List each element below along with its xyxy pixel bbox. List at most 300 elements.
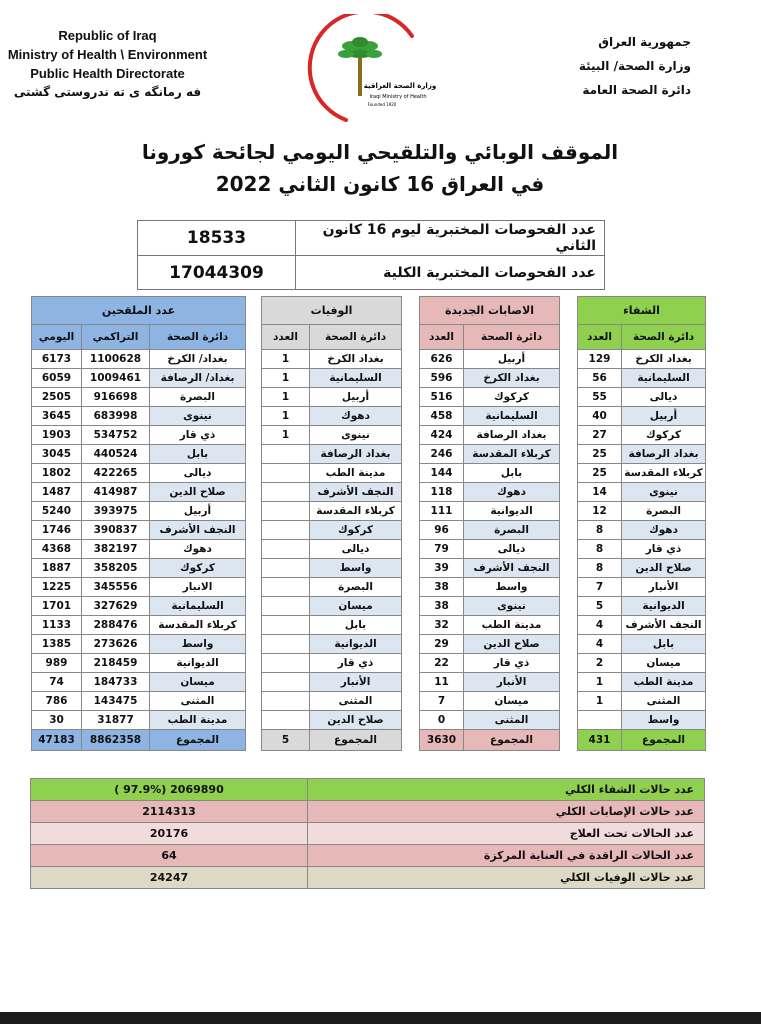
table-row xyxy=(32,521,706,540)
summary-row xyxy=(31,823,705,845)
table-row xyxy=(32,559,706,578)
vac-cumulative-cell: 534752 xyxy=(82,426,150,445)
gap-cell xyxy=(246,445,262,464)
vac-cumulative-cell: 288476 xyxy=(82,616,150,635)
case-dept-cell: أربيل xyxy=(464,350,560,369)
rec-dept-cell: مدينة الطب xyxy=(622,673,706,692)
gap-cell xyxy=(402,616,420,635)
death-count-cell xyxy=(262,464,310,483)
total-recovered: 431 xyxy=(578,730,622,751)
total-recovered-label: المجموع xyxy=(622,730,706,751)
gap-cell xyxy=(560,730,578,751)
death-dept-cell: بغداد الرصافة xyxy=(310,445,402,464)
rec-dept-cell: النجف الأشرف xyxy=(622,616,706,635)
group-deaths: الوفيات xyxy=(262,297,402,325)
summary-table xyxy=(30,778,705,889)
header-ar-line-1: جمهورية العراق xyxy=(598,35,691,49)
case-dept-cell: ميسان xyxy=(464,692,560,711)
summary-row xyxy=(31,779,705,801)
group-header-row xyxy=(32,297,706,325)
rec-count-cell: 1 xyxy=(578,692,622,711)
gap-cell xyxy=(560,502,578,521)
table-row xyxy=(32,445,706,464)
table-row xyxy=(32,692,706,711)
rec-dept-cell: ميسان xyxy=(622,654,706,673)
rec-count-cell: 12 xyxy=(578,502,622,521)
case-dept-cell: كربلاء المقدسة xyxy=(464,445,560,464)
rec-count-cell: 4 xyxy=(578,635,622,654)
case-dept-cell: واسط xyxy=(464,578,560,597)
total-vac-cumulative: 8862358 xyxy=(82,730,150,751)
death-count-cell xyxy=(262,673,310,692)
death-dept-cell: كركوك xyxy=(310,521,402,540)
gap-cell xyxy=(246,521,262,540)
rec-count-cell: 40 xyxy=(578,407,622,426)
case-count-cell: 144 xyxy=(420,464,464,483)
death-count-cell xyxy=(262,692,310,711)
death-count-cell xyxy=(262,521,310,540)
case-dept-cell: النجف الأشرف xyxy=(464,559,560,578)
table-row xyxy=(32,350,706,369)
vac-cumulative-cell: 414987 xyxy=(82,483,150,502)
logo-text-ar: وزارة الصحة العراقية xyxy=(363,82,437,90)
gap-cell xyxy=(246,483,262,502)
summary-row xyxy=(31,845,705,867)
gap-cell xyxy=(246,350,262,369)
death-count-cell xyxy=(262,559,310,578)
gap-cell xyxy=(246,692,262,711)
gap-cell xyxy=(560,483,578,502)
gap-cell xyxy=(560,673,578,692)
death-dept-cell: ميسان xyxy=(310,597,402,616)
death-dept-cell: مدينة الطب xyxy=(310,464,402,483)
death-dept-cell: ديالى xyxy=(310,540,402,559)
vac-dept-cell: ديالى xyxy=(150,464,246,483)
header-ar-line-3: دائرة الصحة العامة xyxy=(582,83,691,97)
summary-label: عدد حالات الإصابات الكلي xyxy=(308,801,705,823)
vac-daily-cell: 1487 xyxy=(32,483,82,502)
gap-cell xyxy=(402,445,420,464)
vac-cumulative-cell: 327629 xyxy=(82,597,150,616)
vac-cumulative-cell: 143475 xyxy=(82,692,150,711)
death-count-cell xyxy=(262,616,310,635)
header-en-line-1: Republic of Iraq xyxy=(58,28,157,43)
death-count-cell xyxy=(262,635,310,654)
total-tests-label: عدد الفحوصات المختبرية الكلية xyxy=(296,256,605,290)
death-dept-cell: أربيل xyxy=(310,388,402,407)
vac-dept-cell: بغداد/ الكرخ xyxy=(150,350,246,369)
rec-dept-cell: صلاح الدين xyxy=(622,559,706,578)
death-dept-cell: صلاح الدين xyxy=(310,711,402,730)
gap-cell xyxy=(560,445,578,464)
gap-cell xyxy=(246,654,262,673)
summary-label: عدد الحالات تحت العلاج xyxy=(308,823,705,845)
daily-tests-label: عدد الفحوصات المختبرية ليوم 16 كانون الثاني xyxy=(296,221,605,256)
rec-dept-cell: أربيل xyxy=(622,407,706,426)
col-case-dept: دائرة الصحة xyxy=(464,325,560,350)
group-new-cases: الاصابات الجديدة xyxy=(420,297,560,325)
header-en-line-3: Public Health Directorate xyxy=(30,66,185,81)
gap-cell xyxy=(402,673,420,692)
rec-count-cell: 2 xyxy=(578,654,622,673)
vac-dept-cell: كربلاء المقدسة xyxy=(150,616,246,635)
case-count-cell: 626 xyxy=(420,350,464,369)
gap-cell xyxy=(246,325,262,350)
vac-dept-cell: بغداد/ الرصافة xyxy=(150,369,246,388)
col-case-count: العدد xyxy=(420,325,464,350)
vac-daily-cell: 1701 xyxy=(32,597,82,616)
gap-cell xyxy=(246,388,262,407)
case-dept-cell: كركوك xyxy=(464,388,560,407)
header-en-line-2: Ministry of Health \ Environment xyxy=(7,47,208,62)
gap-cell xyxy=(246,711,262,730)
vac-daily-cell: 1802 xyxy=(32,464,82,483)
vac-dept-cell: ذي قار xyxy=(150,426,246,445)
gap-cell xyxy=(560,692,578,711)
rec-dept-cell: كربلاء المقدسة xyxy=(622,464,706,483)
logo-text-en: Iraqi Ministry of Health xyxy=(369,94,427,100)
vac-dept-cell: البصرة xyxy=(150,388,246,407)
gap-cell xyxy=(560,711,578,730)
summary-row xyxy=(31,801,705,823)
rec-count-cell: 5 xyxy=(578,597,622,616)
case-dept-cell: المثنى xyxy=(464,711,560,730)
death-count-cell xyxy=(262,578,310,597)
table-row xyxy=(32,711,706,730)
rec-count-cell: 25 xyxy=(578,445,622,464)
vac-daily-cell: 6173 xyxy=(32,350,82,369)
table-row xyxy=(32,673,706,692)
death-dept-cell: الديوانية xyxy=(310,635,402,654)
vac-cumulative-cell: 393975 xyxy=(82,502,150,521)
gap-cell xyxy=(402,297,420,325)
vac-daily-cell: 5240 xyxy=(32,502,82,521)
gap-cell xyxy=(402,692,420,711)
rec-dept-cell: بغداد الكرخ xyxy=(622,350,706,369)
gap-cell xyxy=(560,464,578,483)
gap-cell xyxy=(402,730,420,751)
vac-cumulative-cell: 422265 xyxy=(82,464,150,483)
vac-daily-cell: 2505 xyxy=(32,388,82,407)
vac-daily-cell: 74 xyxy=(32,673,82,692)
death-count-cell xyxy=(262,502,310,521)
gap-cell xyxy=(560,350,578,369)
rec-dept-cell: ديالى xyxy=(622,388,706,407)
case-dept-cell: الديوانية xyxy=(464,502,560,521)
vac-cumulative-cell: 440524 xyxy=(82,445,150,464)
table-row xyxy=(32,483,706,502)
rec-count-cell: 25 xyxy=(578,464,622,483)
rec-dept-cell: بغداد الرصافة xyxy=(622,445,706,464)
gap-cell xyxy=(560,325,578,350)
gap-cell xyxy=(560,559,578,578)
case-count-cell: 96 xyxy=(420,521,464,540)
rec-dept-cell: البصرة xyxy=(622,502,706,521)
gap-cell xyxy=(246,426,262,445)
vac-daily-cell: 4368 xyxy=(32,540,82,559)
vac-daily-cell: 1887 xyxy=(32,559,82,578)
rec-dept-cell: الأنبار xyxy=(622,578,706,597)
case-dept-cell: دهوك xyxy=(464,483,560,502)
vac-cumulative-cell: 31877 xyxy=(82,711,150,730)
case-dept-cell: ديالى xyxy=(464,540,560,559)
vac-cumulative-cell: 390837 xyxy=(82,521,150,540)
col-vac-dept: دائرة الصحة xyxy=(150,325,246,350)
death-count-cell xyxy=(262,597,310,616)
rec-dept-cell: السليمانية xyxy=(622,369,706,388)
vac-dept-cell: ميسان xyxy=(150,673,246,692)
gap-cell xyxy=(246,730,262,751)
vac-dept-cell: بابل xyxy=(150,445,246,464)
death-count-cell: 1 xyxy=(262,350,310,369)
header-en-line-4: فه رمانگه ی ته ندروستی گشتی xyxy=(13,85,202,99)
table-row xyxy=(32,635,706,654)
vac-dept-cell: نينوى xyxy=(150,407,246,426)
vac-cumulative-cell: 916698 xyxy=(82,388,150,407)
gap-cell xyxy=(560,597,578,616)
vac-dept-cell: صلاح الدين xyxy=(150,483,246,502)
gap-cell xyxy=(402,502,420,521)
vac-dept-cell: واسط xyxy=(150,635,246,654)
case-count-cell: 246 xyxy=(420,445,464,464)
gap-cell xyxy=(246,635,262,654)
vac-dept-cell: مدينة الطب xyxy=(150,711,246,730)
case-dept-cell: بغداد الكرخ xyxy=(464,369,560,388)
death-count-cell xyxy=(262,540,310,559)
table-row xyxy=(32,388,706,407)
case-count-cell: 38 xyxy=(420,597,464,616)
vac-daily-cell: 6059 xyxy=(32,369,82,388)
death-count-cell: 1 xyxy=(262,407,310,426)
vac-dept-cell: كركوك xyxy=(150,559,246,578)
gap-cell xyxy=(402,654,420,673)
gap-cell xyxy=(246,616,262,635)
case-count-cell: 79 xyxy=(420,540,464,559)
gap-cell xyxy=(560,616,578,635)
header-ar-line-2: وزارة الصحة/ البيئة xyxy=(578,59,691,73)
rec-dept-cell: نينوى xyxy=(622,483,706,502)
summary-value: 24247 xyxy=(31,867,308,889)
death-count-cell xyxy=(262,711,310,730)
col-rec-dept: دائرة الصحة xyxy=(622,325,706,350)
death-dept-cell: كربلاء المقدسة xyxy=(310,502,402,521)
col-daily: اليومي xyxy=(32,325,82,350)
summary-row xyxy=(31,867,705,889)
gap-cell xyxy=(560,407,578,426)
page-title-line-1: الموقف الوبائي والتلقيحي اليومي لجائحة كورونا xyxy=(141,140,619,164)
vac-cumulative-cell: 184733 xyxy=(82,673,150,692)
rec-count-cell: 55 xyxy=(578,388,622,407)
death-count-cell xyxy=(262,483,310,502)
gap-cell xyxy=(402,540,420,559)
group-recovered: الشفاء xyxy=(578,297,706,325)
death-dept-cell: بابل xyxy=(310,616,402,635)
case-count-cell: 22 xyxy=(420,654,464,673)
case-count-cell: 118 xyxy=(420,483,464,502)
gap-cell xyxy=(560,654,578,673)
case-dept-cell: السليمانية xyxy=(464,407,560,426)
bottom-bar xyxy=(0,1012,761,1024)
rec-count-cell: 4 xyxy=(578,616,622,635)
gap-cell xyxy=(246,578,262,597)
gap-cell xyxy=(402,559,420,578)
case-dept-cell: ذي قار xyxy=(464,654,560,673)
vac-dept-cell: أربيل xyxy=(150,502,246,521)
gap-cell xyxy=(402,483,420,502)
total-vac-daily: 47183 xyxy=(32,730,82,751)
death-dept-cell: النجف الأشرف xyxy=(310,483,402,502)
totals-row xyxy=(32,730,706,751)
gap-cell xyxy=(246,407,262,426)
gap-cell xyxy=(402,407,420,426)
death-dept-cell: البصرة xyxy=(310,578,402,597)
death-dept-cell: بغداد الكرخ xyxy=(310,350,402,369)
gap-cell xyxy=(402,388,420,407)
vac-daily-cell: 1385 xyxy=(32,635,82,654)
gap-cell xyxy=(246,559,262,578)
summary-value: ( 97.9%) 2069890 xyxy=(31,779,308,801)
vac-cumulative-cell: 273626 xyxy=(82,635,150,654)
death-dept-cell: دهوك xyxy=(310,407,402,426)
rec-count-cell: 8 xyxy=(578,540,622,559)
ministry-logo xyxy=(300,14,440,130)
case-count-cell: 32 xyxy=(420,616,464,635)
case-dept-cell: بغداد الرصافة xyxy=(464,426,560,445)
death-dept-cell: المثنى xyxy=(310,692,402,711)
vac-daily-cell: 30 xyxy=(32,711,82,730)
gap-cell xyxy=(246,297,262,325)
rec-dept-cell: المثنى xyxy=(622,692,706,711)
vac-cumulative-cell: 358205 xyxy=(82,559,150,578)
death-dept-cell: الأنبار xyxy=(310,673,402,692)
table-row xyxy=(32,426,706,445)
gap-cell xyxy=(402,325,420,350)
rec-count-cell: 1 xyxy=(578,673,622,692)
gap-cell xyxy=(402,635,420,654)
page-title-line-2: في العراق 16 كانون الثاني 2022 xyxy=(215,172,545,196)
rec-dept-cell: بابل xyxy=(622,635,706,654)
column-header-row xyxy=(32,325,706,350)
vac-dept-cell: الانبار xyxy=(150,578,246,597)
case-dept-cell: صلاح الدين xyxy=(464,635,560,654)
gap-cell xyxy=(560,578,578,597)
gap-cell xyxy=(246,673,262,692)
vac-dept-cell: السليمانية xyxy=(150,597,246,616)
header-arabic xyxy=(579,30,691,102)
vac-cumulative-cell: 1100628 xyxy=(82,350,150,369)
death-count-cell xyxy=(262,445,310,464)
summary-value: 64 xyxy=(31,845,308,867)
rec-count-cell: 7 xyxy=(578,578,622,597)
table-row xyxy=(32,464,706,483)
vac-dept-cell: دهوك xyxy=(150,540,246,559)
table-row xyxy=(32,597,706,616)
death-count-cell: 1 xyxy=(262,388,310,407)
daily-tests-value: 18533 xyxy=(138,221,296,256)
gap-cell xyxy=(402,711,420,730)
rec-count-cell: 27 xyxy=(578,426,622,445)
case-count-cell: 111 xyxy=(420,502,464,521)
gap-cell xyxy=(560,540,578,559)
case-count-cell: 39 xyxy=(420,559,464,578)
vac-daily-cell: 3645 xyxy=(32,407,82,426)
vac-dept-cell: المثنى xyxy=(150,692,246,711)
death-count-cell xyxy=(262,654,310,673)
table-row xyxy=(32,616,706,635)
case-count-cell: 596 xyxy=(420,369,464,388)
gap-cell xyxy=(246,540,262,559)
summary-label: عدد الحالات الراقدة في العناية المركزة xyxy=(308,845,705,867)
total-cases-label: المجموع xyxy=(464,730,560,751)
vac-cumulative-cell: 382197 xyxy=(82,540,150,559)
vac-daily-cell: 3045 xyxy=(32,445,82,464)
vac-daily-cell: 1903 xyxy=(32,426,82,445)
table-row xyxy=(32,407,706,426)
total-vac-label: المجموع xyxy=(150,730,246,751)
vac-daily-cell: 1133 xyxy=(32,616,82,635)
table-row xyxy=(32,540,706,559)
case-count-cell: 7 xyxy=(420,692,464,711)
gap-cell xyxy=(560,369,578,388)
total-new-cases: 3630 xyxy=(420,730,464,751)
rec-count-cell: 129 xyxy=(578,350,622,369)
col-death-dept: دائرة الصحة xyxy=(310,325,402,350)
table-row xyxy=(32,578,706,597)
case-count-cell: 0 xyxy=(420,711,464,730)
rec-dept-cell: واسط xyxy=(622,711,706,730)
summary-value: 20176 xyxy=(31,823,308,845)
rec-dept-cell: دهوك xyxy=(622,521,706,540)
rec-count-cell: 14 xyxy=(578,483,622,502)
logo-text-founded: Founded 1920 xyxy=(367,102,397,107)
death-dept-cell: ذي قار xyxy=(310,654,402,673)
table-row xyxy=(32,369,706,388)
case-count-cell: 29 xyxy=(420,635,464,654)
case-count-cell: 458 xyxy=(420,407,464,426)
header-english xyxy=(0,26,215,102)
case-count-cell: 11 xyxy=(420,673,464,692)
gap-cell xyxy=(560,388,578,407)
rec-count-cell: 8 xyxy=(578,559,622,578)
death-dept-cell: واسط xyxy=(310,559,402,578)
total-deaths-label: المجموع xyxy=(310,730,402,751)
gap-cell xyxy=(246,597,262,616)
table-row xyxy=(32,654,706,673)
summary-value: 2114313 xyxy=(31,801,308,823)
col-cumulative: التراكمي xyxy=(82,325,150,350)
vac-daily-cell: 989 xyxy=(32,654,82,673)
death-dept-cell: السليمانية xyxy=(310,369,402,388)
group-vaccinated: عدد الملقحين xyxy=(32,297,246,325)
case-dept-cell: نينوى xyxy=(464,597,560,616)
vac-daily-cell: 1746 xyxy=(32,521,82,540)
case-dept-cell: مدينة الطب xyxy=(464,616,560,635)
total-deaths: 5 xyxy=(262,730,310,751)
col-death-count: العدد xyxy=(262,325,310,350)
death-dept-cell: نينوى xyxy=(310,426,402,445)
gap-cell xyxy=(560,297,578,325)
rec-count-cell: 8 xyxy=(578,521,622,540)
vac-cumulative-cell: 345556 xyxy=(82,578,150,597)
rec-dept-cell: الديوانية xyxy=(622,597,706,616)
case-dept-cell: بابل xyxy=(464,464,560,483)
vac-daily-cell: 786 xyxy=(32,692,82,711)
gap-cell xyxy=(560,635,578,654)
vac-cumulative-cell: 1009461 xyxy=(82,369,150,388)
gap-cell xyxy=(402,521,420,540)
gap-cell xyxy=(402,464,420,483)
death-count-cell: 1 xyxy=(262,369,310,388)
